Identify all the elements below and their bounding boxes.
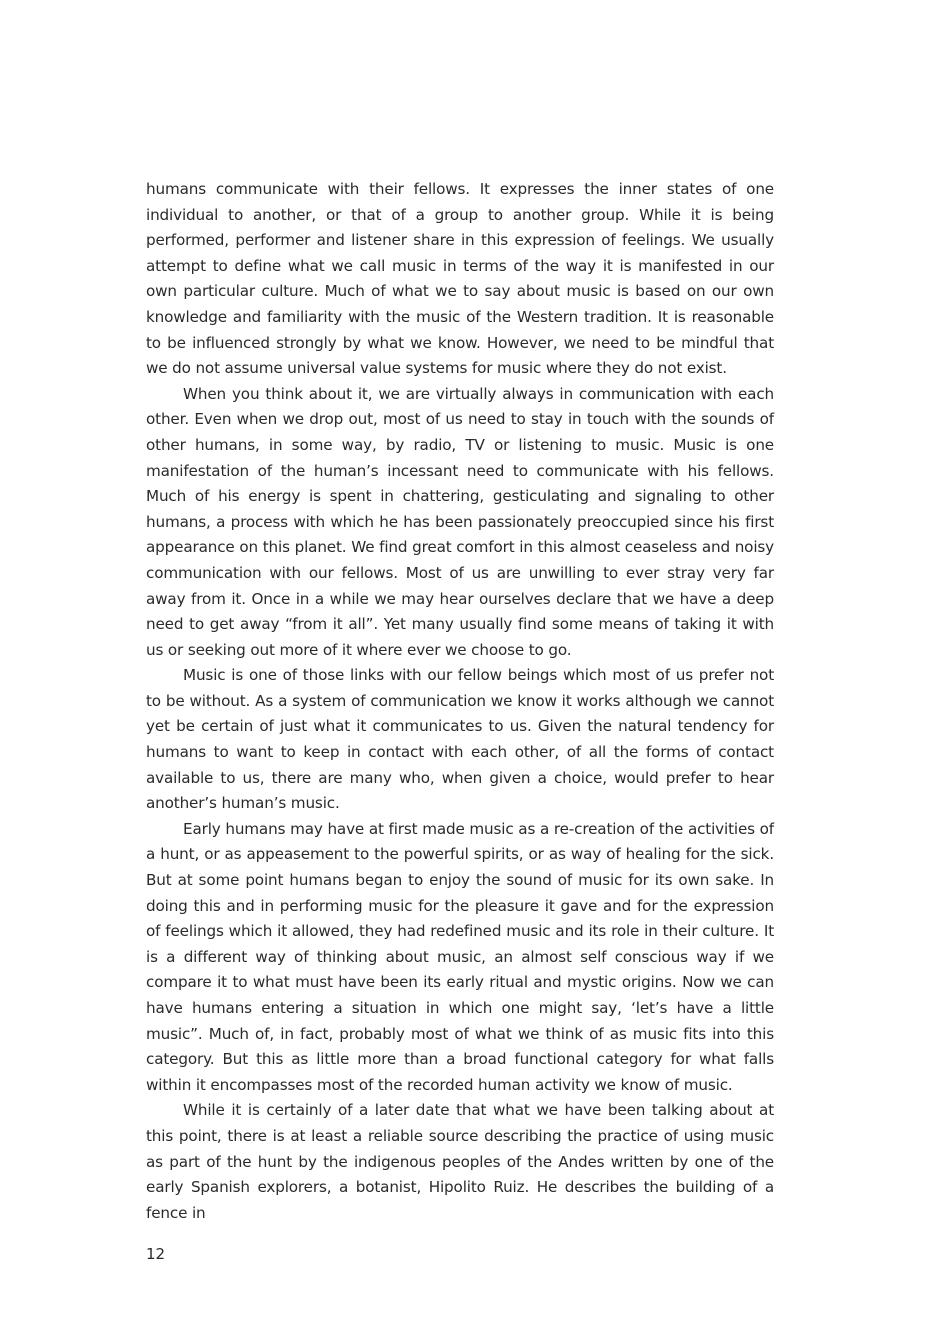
page-number: 12 (146, 1245, 166, 1263)
paragraph-2: When you think about it, we are virtually always in communication with each other. Even when we drop out, most of us need to stay in touch with the sounds of other humans, in some way, by radio, TV or listening to music. Music is one manifestation of the human’s incessant need to communicate with his fellows. Much of his energy is spent in chattering, gesticulating and signaling to other humans, a process with which he has been passionately preoccupied since his first appearance on this planet. We find great comfort in this almost ceaseless and noisy communication with our fellows. Most of us are unwilling to ever stray very far away from it. Once in a while we may hear ourselves declare that we have a deep need to get away “from it all”. Yet many usually find some means of taking it with us or seeking out more of it where ever we choose to go. (146, 384, 774, 659)
paragraph-5: While it is certainly of a later date that what we have been talking about at this point, there is at least a reliable source describing the practice of using music as part of the hunt by the indigenous peoples of the Andes written by one of the early Spanish explorers, a botanist, Hipolito Ruiz. He describes the building of a fence in (146, 1101, 774, 1222)
body-text (146, 177, 774, 1226)
paragraph-1: humans communicate with their fellows. It expresses the inner states of one individual to another, or that of a group to another group. While it is being performed, performer and listener share in this expression of feelings. We usually attempt to define what we call music in terms of the way it is manifested in our own particular culture. Much of what we to say about music is based on our own knowledge and familiarity with the music of the Western tradition. It is reasonable to be influenced strongly by what we know. However, we need to be mindful that we do not assume universal value systems for music where they do not exist. (146, 180, 774, 378)
paragraph-3: Music is one of those links with our fellow beings which most of us prefer not to be without. As a system of communication we know it works although we cannot yet be certain of just what it communicates to us. Given the natural tendency for humans to want to keep in contact with each other, of all the forms of contact available to us, there are many who, when given a choice, would prefer to hear another’s human’s music. (146, 666, 774, 813)
paragraph-4: Early humans may have at first made music as a re-creation of the activities of a hunt, or as appeasement to the powerful spirits, or as way of healing for the sick. But at some point humans began to enjoy the sound of music for its own sake. In doing this and in performing music for the pleasure it gave and for the expression of feelings which it allowed, they had redefined music and its role in their culture. It is a different way of thinking about music, an almost self conscious way if we compare it to what must have been its early ritual and mystic origins. Now we can have humans entering a situation in which one might say, ‘let’s have a little music”. Much of, in fact, probably most of what we think of as music fits into this category. But this as little more than a broad functional category for what falls within it encompasses most of the recorded human activity we know of music. (146, 819, 774, 1094)
